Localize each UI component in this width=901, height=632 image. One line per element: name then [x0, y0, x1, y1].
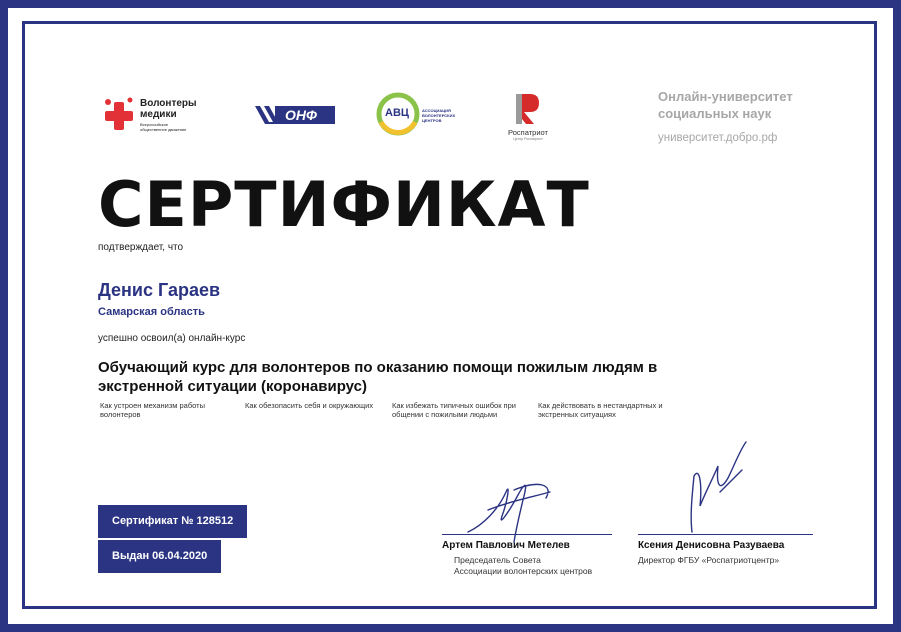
- university-site: университет.добро.рф: [658, 132, 778, 144]
- certificate-issued-badge: Выдан 06.04.2020: [98, 540, 221, 573]
- completed-text: успешно освоил(а) онлайн-курс: [98, 333, 246, 344]
- signature-line: [638, 534, 813, 535]
- course-module: Как действовать в нестандартных и экстренных ситуациях: [538, 401, 663, 419]
- rospatriot-emblem-icon: [512, 92, 542, 126]
- course-module: Как обезопасить себя и окружающих: [245, 401, 374, 410]
- avc-logo: [376, 92, 476, 136]
- rospatriot-logo-text: Роспатриот: [508, 128, 548, 137]
- recipient-name: Денис Гараев: [98, 280, 221, 300]
- avc-logo-sub3: ЦЕНТРОВ: [422, 118, 442, 123]
- onf-logo: [255, 104, 335, 126]
- medics-logo-sub1: Всероссийское: [140, 122, 169, 127]
- rospatriot-logo: [498, 92, 558, 142]
- signature-line: [442, 534, 612, 535]
- confirms-text: подтверждает, что: [98, 242, 184, 253]
- rospatriot-logo-sub: Центр Роспатриот: [513, 137, 543, 141]
- avc-logo-text: АВЦ: [385, 107, 409, 119]
- avc-logo-sub1: АССОЦИАЦИЯ: [422, 108, 451, 113]
- medic-cross-icon: [100, 94, 140, 134]
- medics-logo-line1: Волонтеры: [140, 98, 197, 109]
- signatory-role-line2: Ассоциации волонтерских центров: [454, 566, 593, 576]
- signatory-role-line1: Председатель Совета: [454, 555, 541, 565]
- signatory-name: Ксения Денисовна Разуваева: [638, 540, 785, 551]
- course-module: Как устроен механизм работы волонтеров: [100, 401, 205, 419]
- certificate-sheet: [8, 8, 893, 624]
- medics-logo-sub2: общественное движение: [140, 127, 187, 132]
- onf-logo-text: ОНФ: [285, 107, 317, 123]
- course-title: Обучающий курс для волонтеров по оказанию помощи пожилым людям в экстренной ситуации (коронавирус): [98, 359, 658, 395]
- medics-logo-line2: медики: [140, 109, 177, 120]
- university-block: [658, 88, 793, 147]
- signatory-role: [454, 555, 592, 577]
- certificate-number-badge: Сертификат № 128512: [98, 505, 247, 538]
- avc-logo-sub2: ВОЛОНТЕРСКИХ: [422, 113, 456, 118]
- university-line1: Онлайн-университет: [658, 89, 793, 104]
- university-line2: социальных наук: [658, 106, 772, 121]
- certificate-title: СЕРТИФИКАТ: [98, 168, 590, 241]
- course-module: Как избежать типичных ошибок при общении с пожилыми людьми: [392, 401, 516, 419]
- signature-metelev: [458, 470, 568, 550]
- volunteers-medics-logo: [100, 94, 210, 136]
- signatory-role: Директор ФГБУ «Роспатриотцентр»: [638, 555, 780, 565]
- signatory-name: Артем Павлович Метелев: [442, 540, 570, 551]
- signature-razuvaeva: [676, 436, 766, 536]
- recipient-region: Самарская область: [98, 306, 205, 318]
